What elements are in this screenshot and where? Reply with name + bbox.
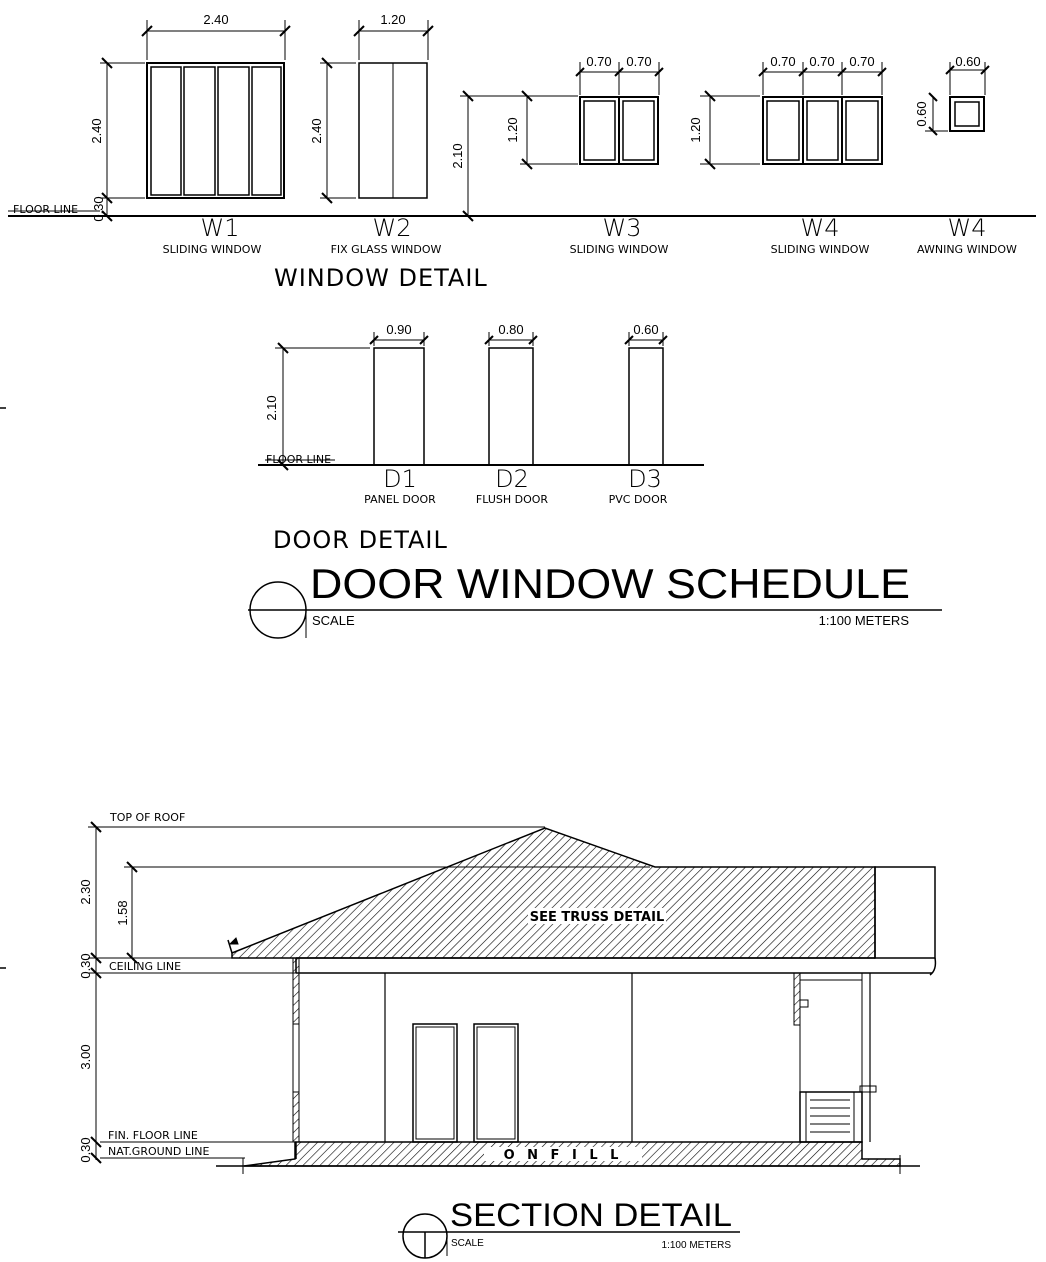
w3-height-dim: 1.20	[505, 117, 520, 143]
schedule-scale-label: SCALE	[312, 613, 355, 628]
schedule-scale-value: 1:100 METERS	[818, 613, 909, 628]
w3-head-height-dim: 2.10	[450, 143, 465, 169]
on-fill-label: O N F I L L	[503, 1148, 623, 1163]
window-w3	[520, 62, 663, 169]
section-detail-title: SECTION DETAIL	[450, 1197, 732, 1233]
section-door-right	[474, 1024, 518, 1142]
window-detail-text	[13, 12, 1017, 292]
d3-width-dim: 0.60	[633, 322, 659, 337]
w4-height-dim: 1.20	[688, 117, 703, 143]
door-detail-title: DOOR DETAIL	[273, 526, 448, 554]
window-sill-dim: 0.30	[91, 196, 106, 222]
d3-name: PVC DOOR	[608, 493, 668, 506]
sheet-margin-ticks	[0, 408, 6, 968]
d1-name: PANEL DOOR	[364, 493, 436, 506]
section-scale-label: SCALE	[451, 1238, 484, 1249]
wall-height-dim: 3.00	[78, 1044, 93, 1070]
schedule-title: DOOR WINDOW SCHEDULE	[310, 560, 910, 607]
d2-code: D2	[495, 465, 529, 493]
door-detail-text	[264, 322, 668, 554]
window-w1	[100, 20, 290, 221]
head-height-dim	[460, 91, 578, 221]
window-detail-title: WINDOW DETAIL	[274, 264, 488, 292]
w4-awning-code: W4	[947, 214, 987, 242]
window-w2	[320, 20, 433, 203]
door-d2	[485, 332, 537, 465]
w2-name: FIX GLASS WINDOW	[330, 243, 442, 256]
w1-code: W1	[200, 214, 240, 242]
window-w4-awning	[925, 62, 989, 135]
w4-width-dim-1: 0.70	[770, 54, 796, 69]
fin-floor-line-label: FIN. FLOOR LINE	[108, 1129, 198, 1142]
w3-width-dim-2: 0.70	[626, 54, 652, 69]
w2-width-dim: 1.20	[380, 12, 406, 27]
ceiling-line-label: CEILING LINE	[109, 960, 182, 973]
roof-truss	[232, 828, 875, 958]
w4-awning-height-dim: 0.60	[914, 101, 929, 127]
door-d3	[625, 332, 667, 465]
schedule-title-block	[248, 560, 942, 638]
window-w4-sliding	[700, 62, 886, 169]
w1-name: SLIDING WINDOW	[162, 243, 262, 256]
door-floor-line-label: FLOOR LINE	[266, 453, 332, 466]
w3-width-dim-1: 0.70	[586, 54, 612, 69]
section-detail	[88, 822, 935, 1174]
nat-ground-line-label: NAT.GROUND LINE	[108, 1145, 210, 1158]
door-detail	[258, 332, 704, 470]
door-height-dim: 2.10	[264, 395, 279, 421]
section-door-left	[413, 1024, 457, 1142]
roof-end-fascia	[875, 867, 935, 958]
d2-width-dim: 0.80	[498, 322, 524, 337]
d2-name: FLUSH DOOR	[475, 493, 549, 506]
roof-total-dim: 2.30	[78, 879, 93, 905]
w3-code: W3	[602, 214, 642, 242]
d3-code: D3	[628, 465, 662, 493]
w4-width-dim-2: 0.70	[809, 54, 835, 69]
w4-awning-width-dim: 0.60	[955, 54, 981, 69]
window-floor-line-label: FLOOR LINE	[13, 203, 79, 216]
w4-awning-name: AWNING WINDOW	[917, 243, 1017, 256]
window-detail	[8, 20, 1036, 221]
w4-code: W4	[800, 214, 840, 242]
roof-part-dim: 1.58	[115, 900, 130, 926]
w3-name: SLIDING WINDOW	[569, 243, 669, 256]
door-d1	[370, 332, 428, 465]
w1-height-dim: 2.40	[89, 118, 104, 144]
floor-gap-dim: 0.30	[78, 1137, 93, 1163]
section-scale-value: 1:100 METERS	[661, 1240, 731, 1251]
top-of-roof-label: TOP OF ROOF	[110, 811, 186, 824]
d1-width-dim: 0.90	[386, 322, 412, 337]
d1-code: D1	[383, 465, 417, 493]
w2-code: W2	[372, 214, 412, 242]
w4-width-dim-3: 0.70	[849, 54, 875, 69]
w1-width-dim: 2.40	[203, 12, 229, 27]
w4-name: SLIDING WINDOW	[770, 243, 870, 256]
see-truss-detail-note: SEE TRUSS DETAIL	[529, 910, 665, 925]
ceiling-gap-dim: 0.30	[78, 953, 93, 979]
w2-height-dim: 2.40	[309, 118, 324, 144]
